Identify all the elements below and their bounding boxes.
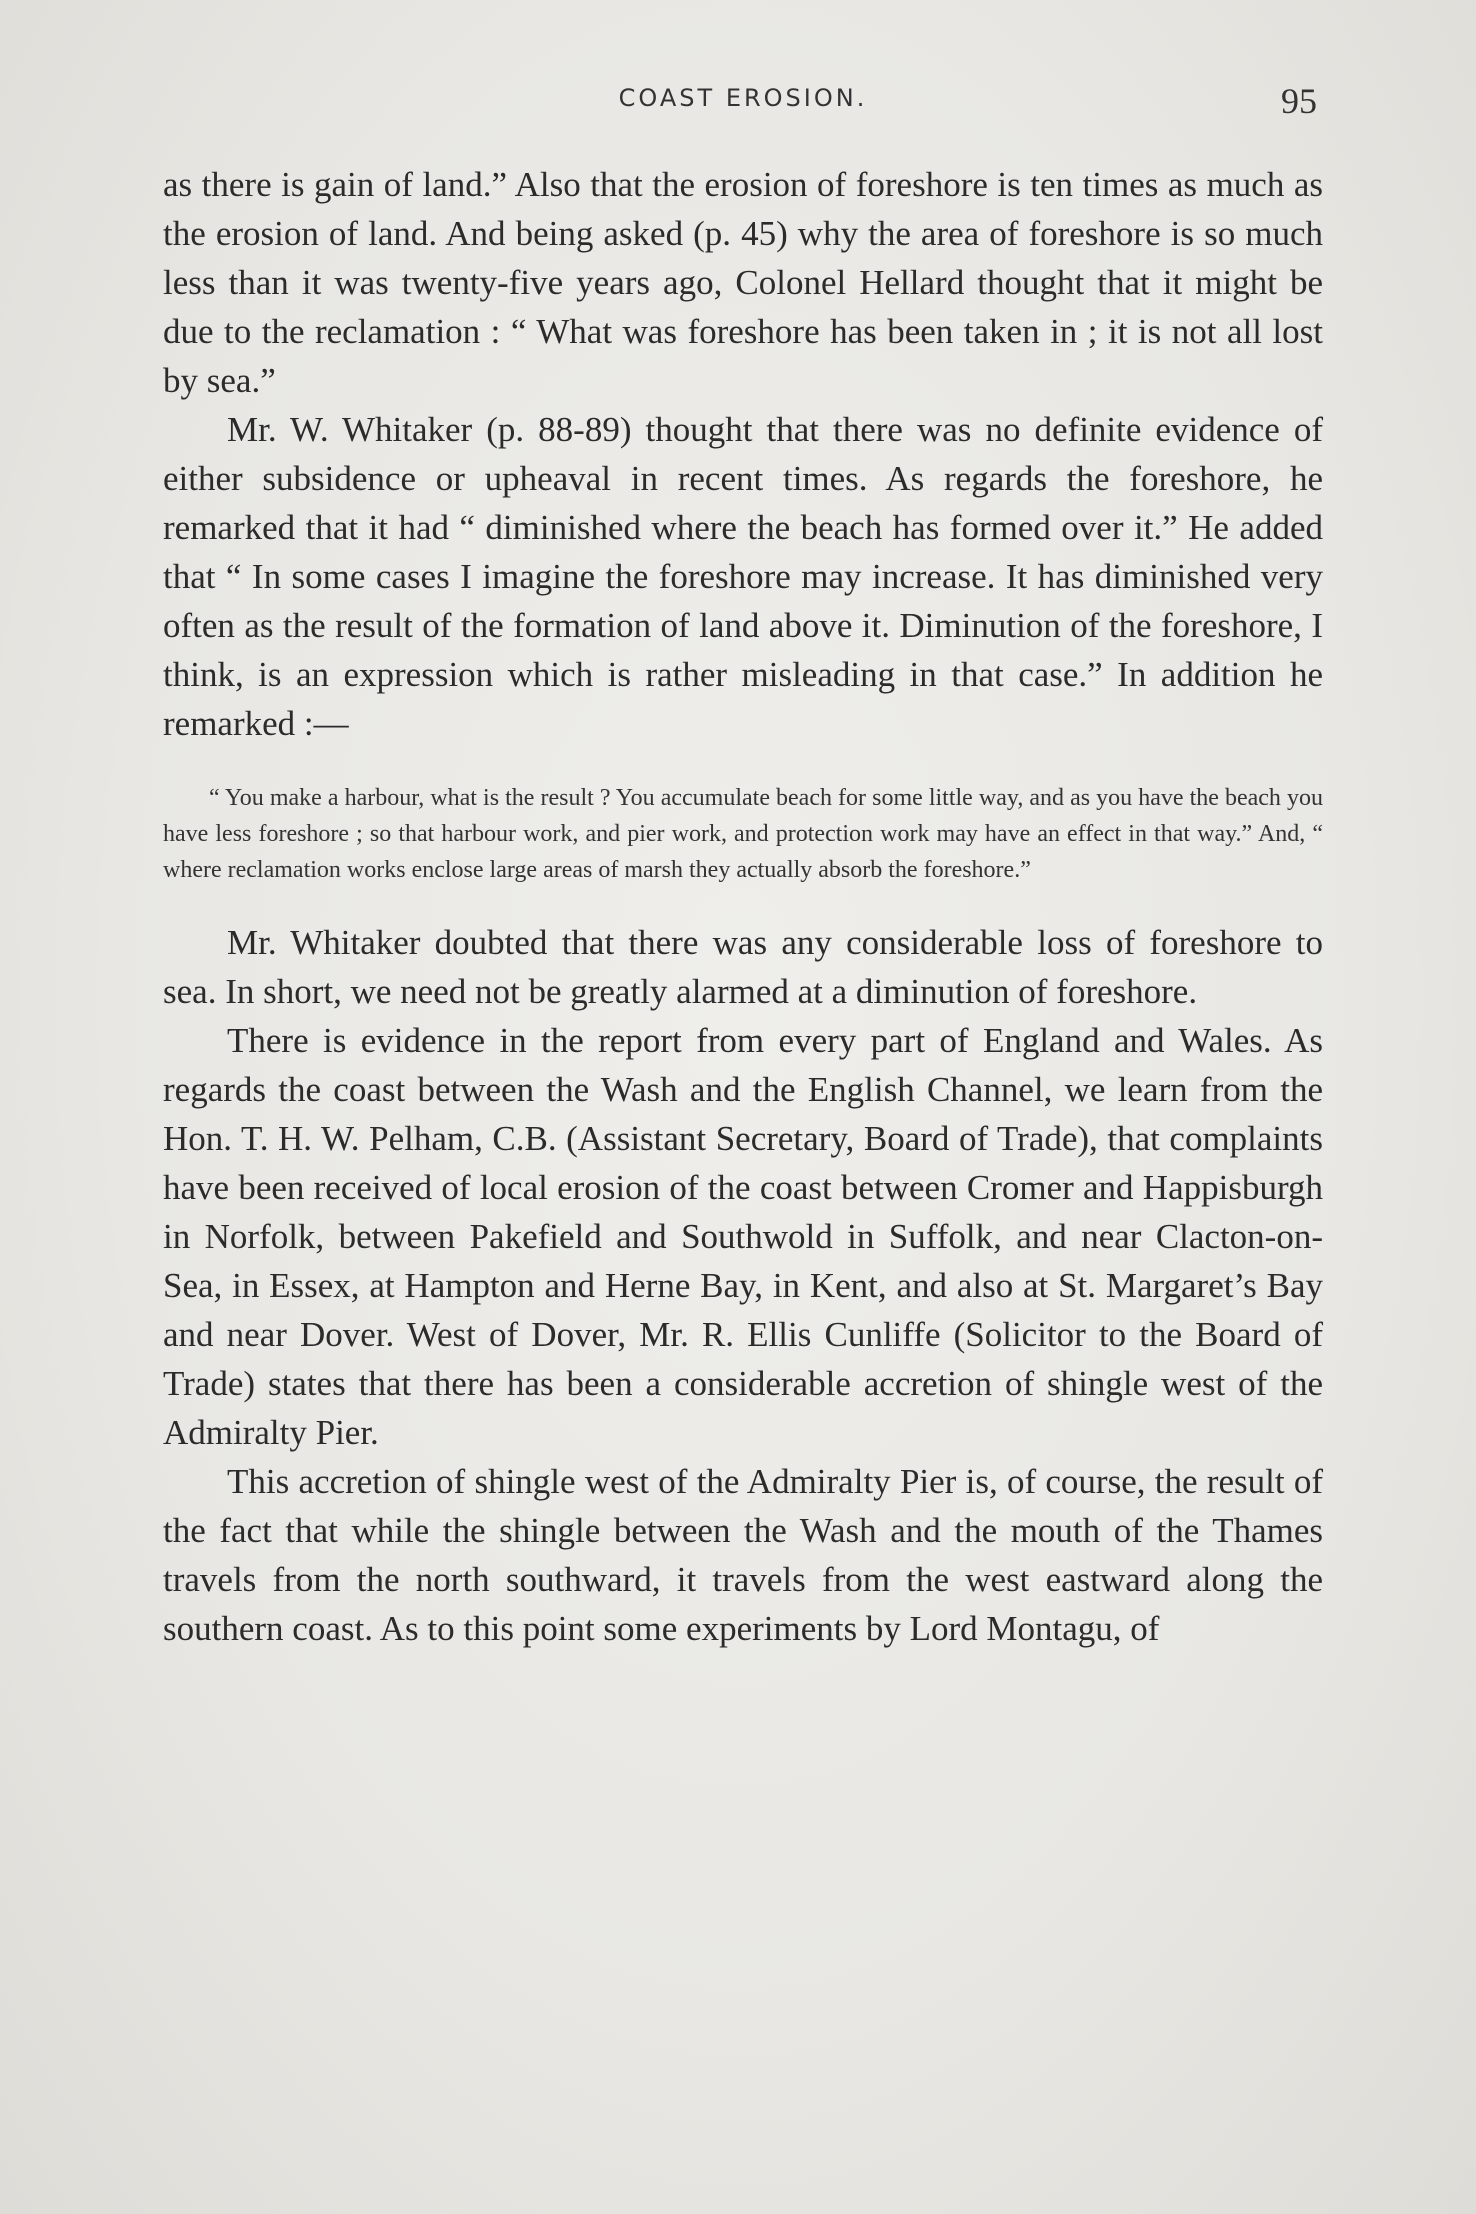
running-head: COAST EROSION. <box>618 84 868 112</box>
paragraph-evidence: There is evidence in the report from every part of England and Wales. As regards the coast between the Wash and the English Channel, we learn from the Hon. T. H. W. Pelham, C.B. (Assistant Secretary, Board of Trade), that complaints have been received of local erosion of the coast between Cromer and Happisburgh in Norfolk, between Pakefield and Southwold in Suffolk, and near Clacton-on-Sea, in Essex, at Hampton and Herne Bay, in Kent, and also at St. Margaret’s Bay and near Dover. West of Dover, Mr. R. Ellis Cunliffe (Solicitor to the Board of Trade) states that there has been a considerable accretion of shingle west of the Admiralty Pier. <box>163 1021 1323 1452</box>
paragraph-continued: as there is gain of land.” Also that the erosion of foreshore is ten times as much as the erosion of land. And being asked (p. 45) why the area of foreshore is so much less than it was twenty-five years ago, Colonel Hellard thought that it might be due to the reclamation : “ What was foreshore has been taken in ; it is not all lost by sea.” <box>163 165 1323 400</box>
paragraph-accretion: This accretion of shingle west of the Admiralty Pier is, of course, the result of the fact that while the shingle between the Wash and the mouth of the Thames travels from the north southward, it travels from the west eastward along the southern coast. As to this point some experiments by Lord Montagu, of <box>163 1462 1323 1648</box>
body-text <box>163 160 1323 1653</box>
paragraph-whitaker: Mr. W. Whitaker (p. 88-89) thought that there was no definite evidence of either subsidence or upheaval in recent times. As regards the foreshore, he remarked that it had “ diminished where the beach has formed over it.” He added that “ In some cases I imagine the foreshore may increase. It has diminished very often as the result of the formation of land above it. Diminution of the foreshore, I think, is an expression which is rather misleading in that case.” In addition he remarked :— <box>163 410 1323 743</box>
block-quote: “ You make a harbour, what is the result ? You accumulate beach for some little way, and as you have the beach you have less foreshore ; so that harbour work, and pier work, and protection work may have an effect in that way.” And, “ where reclamation works enclose large areas of marsh they actually absorb the foreshore.” <box>163 785 1323 883</box>
page-header <box>163 81 1323 124</box>
page-number: 95 <box>1281 81 1317 121</box>
paragraph-whitaker-doubted: Mr. Whitaker doubted that there was any considerable loss of foreshore to sea. In short, we need not be greatly alarmed at a diminution of foreshore. <box>163 923 1323 1011</box>
